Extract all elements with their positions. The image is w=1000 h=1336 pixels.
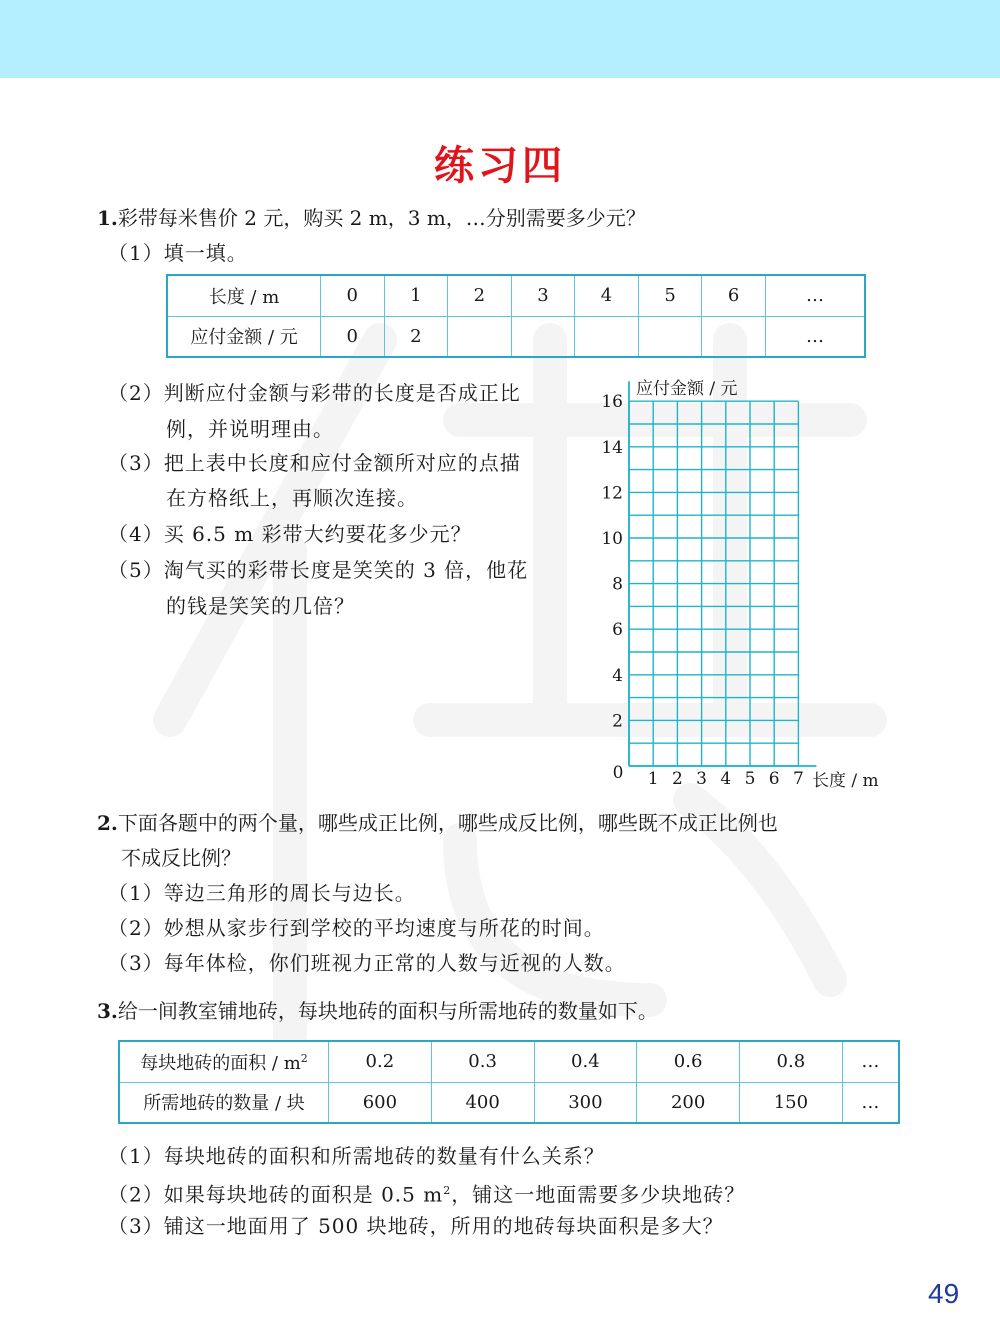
- y-axis-label: 应付金额 / 元: [636, 379, 738, 399]
- page-number: 49: [928, 1278, 960, 1309]
- table-cell: 2: [448, 275, 512, 316]
- q2-number: 2.: [97, 811, 118, 835]
- grid-paper-chart[interactable]: [590, 370, 900, 800]
- q1-sub1: （1）填一填。: [108, 241, 248, 265]
- row-header: 长度 / m: [167, 275, 321, 316]
- y-tick-label: 8: [612, 574, 623, 595]
- length-price-table: [166, 274, 866, 358]
- q3-sub3: （3）铺这一地面用了 500 块地砖，所用的地砖每块面积是多大？: [108, 1214, 724, 1238]
- y-tick-label: 6: [612, 620, 623, 641]
- table-cell: 3: [511, 275, 575, 316]
- y-tick-label: 14: [601, 437, 623, 458]
- table-cell: 0: [321, 316, 385, 357]
- q1-sub5-line2: 的钱是笑笑的几倍？: [166, 594, 355, 618]
- q1-sub4: （4）买 6.5 m 彩带大约要花多少元？: [108, 522, 472, 546]
- q1-text: 彩带每米售价 2 元，购买 2 m，3 m，…分别需要多少元？: [117, 206, 646, 230]
- table-cell: 2: [384, 316, 448, 357]
- answer-cell[interactable]: [702, 316, 766, 357]
- row-header-count: 所需地砖的数量 / 块: [119, 1082, 329, 1123]
- table-cell: 600: [329, 1082, 432, 1123]
- x-tick-label: 2: [671, 769, 683, 789]
- origin-label: 0: [612, 763, 624, 783]
- q2-prompt-line1: [97, 810, 778, 836]
- table-cell: …: [842, 1041, 899, 1082]
- answer-cell[interactable]: [638, 316, 702, 357]
- table-cell: 6: [702, 275, 766, 316]
- table-cell: 200: [637, 1082, 740, 1123]
- table-cell: 0.2: [329, 1041, 432, 1082]
- x-tick-label: 1: [647, 769, 659, 789]
- table-cell: 4: [575, 275, 639, 316]
- table-cell: 300: [534, 1082, 637, 1123]
- q3-text: 给一间教室铺地砖，每块地砖的面积与所需地砖的数量如下。: [117, 999, 658, 1023]
- q3-prompt: [97, 998, 658, 1024]
- row-header-area: 每块地砖的面积 / $m^2$: [119, 1041, 329, 1082]
- q1-sub2-line2: 例，并说明理由。: [166, 417, 334, 441]
- q1-sub3-line1: （3）把上表中长度和应付金额所对应的点描: [108, 451, 521, 475]
- x-tick-label: 5: [744, 769, 756, 789]
- answer-cell[interactable]: [448, 316, 512, 357]
- table-cell: 0.8: [740, 1041, 843, 1082]
- tick-labels: [601, 392, 803, 789]
- tile-table: [118, 1040, 900, 1124]
- answer-cell[interactable]: [575, 316, 639, 357]
- y-tick-label: 12: [601, 483, 623, 504]
- x-axis-label: 长度 / m: [812, 771, 879, 791]
- tile-count-row: [119, 1082, 899, 1123]
- q3-sub2: （2）如果每块地砖的面积是 0.5 $m^2$，铺这一地面需要多少块地砖？: [108, 1182, 746, 1207]
- answer-cell[interactable]: [511, 316, 575, 357]
- axes: [629, 381, 816, 766]
- q2-sub3: （3）每年体检，你们班视力正常的人数与近视的人数。: [108, 951, 626, 975]
- q1-sub2-line1: （2）判断应付金额与彩带的长度是否成正比: [108, 381, 521, 405]
- header-band: [0, 0, 1000, 78]
- table-cell: 0.3: [431, 1041, 534, 1082]
- q2-sub1: （1）等边三角形的周长与边长。: [108, 881, 416, 905]
- x-tick-label: 7: [792, 769, 804, 789]
- table-cell: …: [842, 1082, 899, 1123]
- table-cell: 1: [384, 275, 448, 316]
- x-tick-label: 3: [696, 769, 708, 789]
- q2-text-line1: 下面各题中的两个量，哪些成正比例，哪些成反比例，哪些既不成正比例也: [117, 811, 778, 835]
- q1-sub3-line2: 在方格纸上，再顺次连接。: [166, 486, 418, 510]
- y-tick-label: 10: [601, 529, 623, 549]
- q1-prompt: [97, 205, 646, 231]
- price-row: [167, 316, 865, 357]
- q2-sub2: （2）妙想从家步行到学校的平均速度与所花的时间。: [108, 916, 605, 940]
- y-tick-label: 4: [612, 665, 623, 686]
- table-cell: 150: [740, 1082, 843, 1123]
- page-title: 练习四: [434, 143, 566, 189]
- y-tick-label: 16: [601, 392, 623, 413]
- q2-text-line2: 不成反比例？: [121, 846, 241, 870]
- q3-number: 3.: [97, 999, 118, 1023]
- tile-area-row: [119, 1041, 899, 1082]
- x-tick-label: 6: [768, 769, 780, 789]
- table-cell: …: [765, 275, 865, 316]
- table-cell: …: [765, 316, 865, 357]
- grid-lines: [629, 401, 798, 766]
- table-cell: 0.4: [534, 1041, 637, 1082]
- q3-sub1: （1）每块地砖的面积和所需地砖的数量有什么关系？: [108, 1144, 605, 1168]
- y-tick-label: 2: [612, 711, 623, 732]
- row-header: 应付金额 / 元: [167, 316, 321, 357]
- x-tick-label: 4: [720, 769, 732, 789]
- table-cell: 5: [638, 275, 702, 316]
- table-cell: 0: [321, 275, 385, 316]
- table-cell: 0.6: [637, 1041, 740, 1082]
- q1-sub5-line1: （5）淘气买的彩带长度是笑笑的 3 倍，他花: [108, 558, 529, 582]
- length-row: [167, 275, 865, 316]
- q1-number: 1.: [97, 206, 118, 230]
- table-cell: 400: [431, 1082, 534, 1123]
